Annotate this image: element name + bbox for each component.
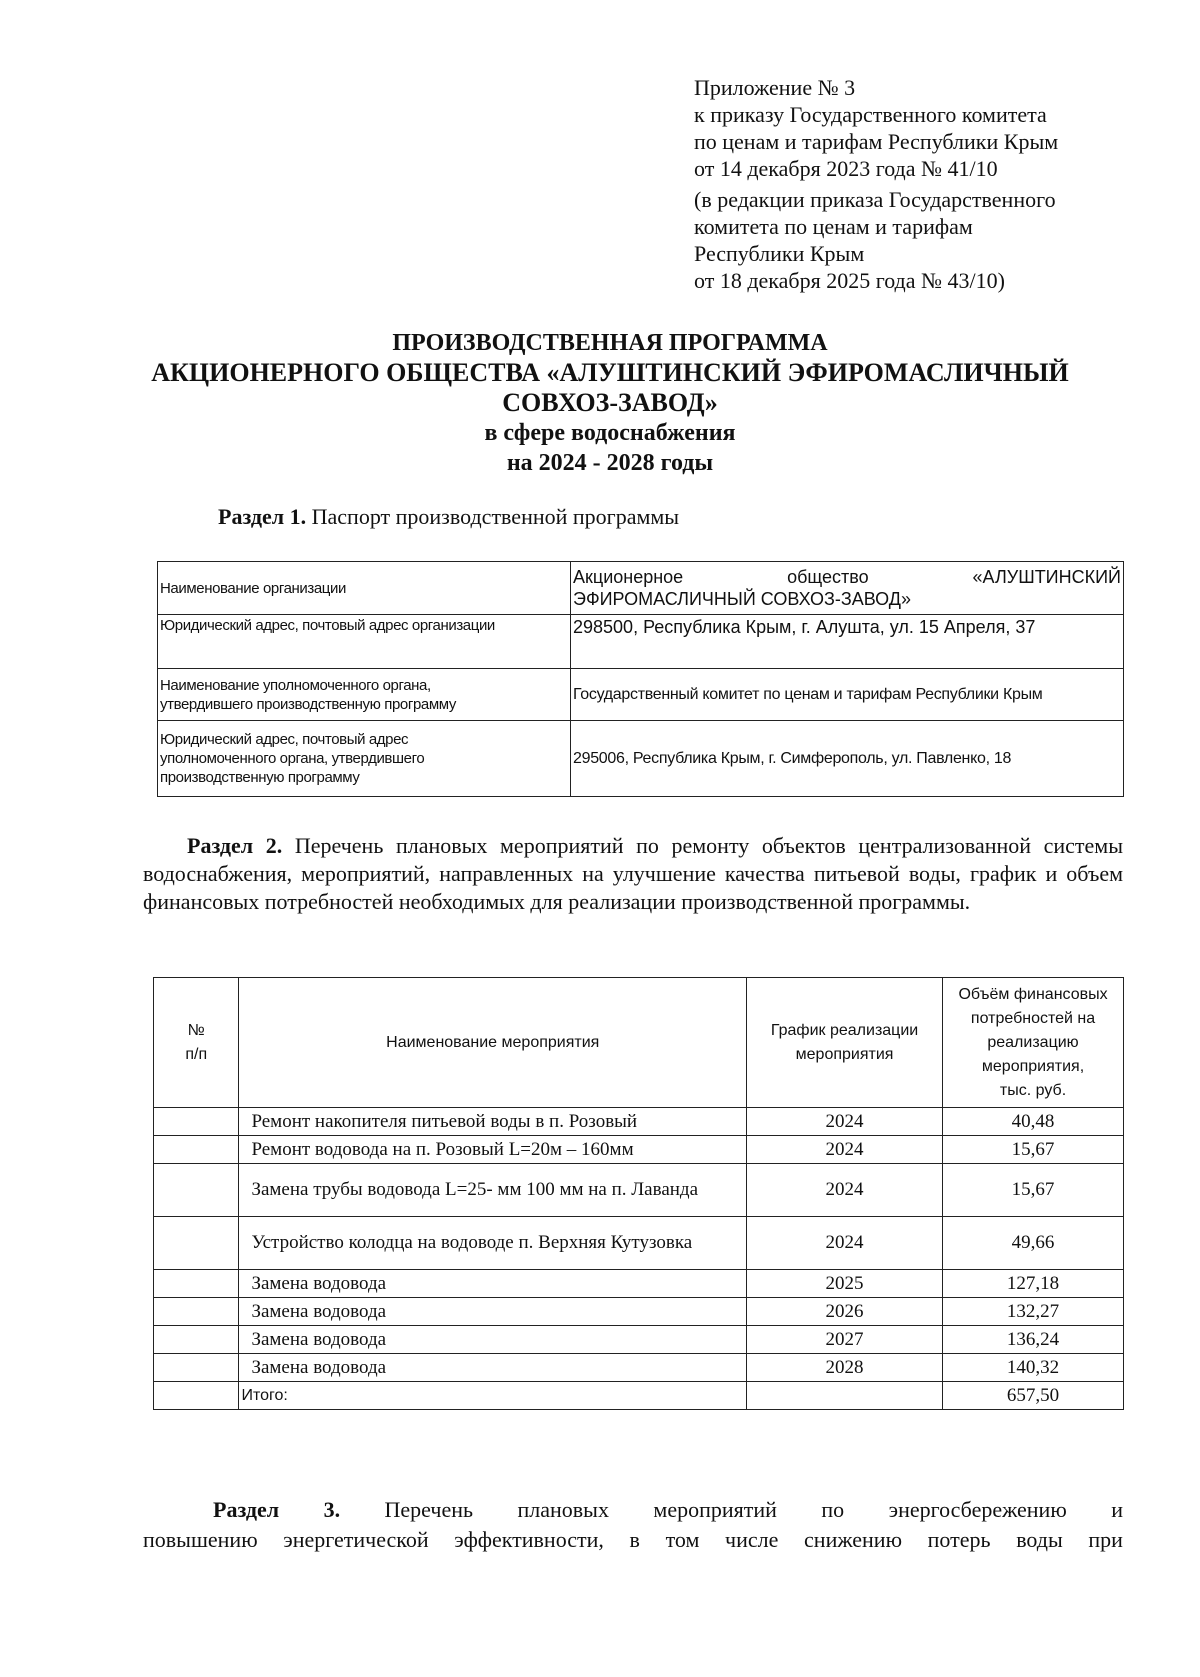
appendix-block bbox=[694, 74, 1114, 294]
cell-year: 2026 bbox=[747, 1298, 943, 1326]
cell-num bbox=[154, 1298, 239, 1326]
passport-key bbox=[158, 669, 571, 721]
appendix-line: комитета по ценам и тарифам bbox=[694, 214, 973, 239]
passport-row bbox=[158, 615, 1124, 669]
cell-name: Замена водовода bbox=[239, 1298, 747, 1326]
table-row bbox=[154, 1136, 1124, 1164]
header-line: Объём финансовых bbox=[958, 985, 1108, 1003]
header-schedule bbox=[747, 978, 943, 1108]
value-line: ЭФИРОМАСЛИЧНЫЙ СОВХОЗ-ЗАВОД» bbox=[573, 589, 911, 609]
cell-num bbox=[154, 1164, 239, 1217]
events-header-row bbox=[154, 978, 1124, 1108]
header-line: мероприятия, bbox=[981, 1057, 1085, 1075]
document-title bbox=[120, 328, 1100, 478]
section3-word: потерь bbox=[927, 1527, 991, 1552]
appendix-line: Республики Крым bbox=[694, 241, 865, 266]
section3-word: энергетической bbox=[283, 1527, 429, 1552]
table-row bbox=[154, 1354, 1124, 1382]
section1-label: Раздел 1. bbox=[218, 504, 307, 529]
passport-value: 298500, Республика Крым, г. Алушта, ул. 15 Апреля, 37 bbox=[571, 615, 1124, 669]
passport-value: 295006, Республика Крым, г. Симферополь, ул. Павленко, 18 bbox=[571, 721, 1124, 797]
cell-name: Замена водовода bbox=[239, 1354, 747, 1382]
appendix-line: к приказу Государственного комитета bbox=[694, 102, 1047, 127]
appendix-line: по ценам и тарифам Республики Крым bbox=[694, 129, 1059, 154]
section3-word: плановых bbox=[517, 1497, 609, 1522]
section3-word: при bbox=[1088, 1527, 1123, 1552]
header-num bbox=[154, 978, 239, 1108]
cell-year: 2024 bbox=[747, 1217, 943, 1270]
section2-label: Раздел 2. bbox=[187, 833, 283, 858]
title-line: на 2024 - 2028 годы bbox=[506, 450, 714, 476]
section1-heading bbox=[218, 504, 679, 530]
section3-word: Перечень bbox=[384, 1497, 474, 1522]
section3-word: воды bbox=[1016, 1527, 1063, 1552]
cell-amount: 140,32 bbox=[943, 1354, 1124, 1382]
header-line: п/п bbox=[185, 1045, 208, 1063]
passport-key: Юридический адрес, почтовый адрес организации bbox=[158, 615, 571, 669]
cell-num bbox=[154, 1270, 239, 1298]
value-word: «АЛУШТИНСКИЙ bbox=[972, 567, 1121, 587]
header-volume bbox=[943, 978, 1124, 1108]
cell-year: 2024 bbox=[747, 1164, 943, 1217]
cell-amount: 136,24 bbox=[943, 1326, 1124, 1354]
key-line: Юридический адрес, почтовый адрес bbox=[160, 731, 409, 748]
cell-year: 2024 bbox=[747, 1136, 943, 1164]
section3-word: повышению bbox=[143, 1527, 258, 1552]
cell-amount: 49,66 bbox=[943, 1217, 1124, 1270]
section3-word: энергосбережению bbox=[888, 1497, 1067, 1522]
appendix-line: Приложение № 3 bbox=[694, 75, 856, 100]
table-row bbox=[154, 1270, 1124, 1298]
cell-year bbox=[747, 1382, 943, 1410]
passport-value bbox=[571, 562, 1124, 615]
total-amount: 657,50 bbox=[943, 1382, 1124, 1410]
section3-label: Раздел bbox=[213, 1497, 280, 1522]
section3-word: том bbox=[665, 1527, 700, 1552]
value-word: общество bbox=[787, 567, 869, 587]
section3-word: в bbox=[629, 1527, 640, 1552]
section2-text: Перечень плановых мероприятий по ремонту объектов централизованной системы водоснабжения, мероприятий, направленных на улучшение качества питьевой воды, график и объем финансовых потребностей необходимых для реализации производственной программы. bbox=[143, 833, 1124, 914]
title-line: АКЦИОНЕРНОГО ОБЩЕСТВА «АЛУШТИНСКИЙ ЭФИРОМАСЛИЧНЫЙ bbox=[151, 358, 1069, 387]
cell-year: 2025 bbox=[747, 1270, 943, 1298]
title-line: СОВХОЗ-ЗАВОД» bbox=[502, 388, 718, 417]
cell-num bbox=[154, 1382, 239, 1410]
section3-word: мероприятий bbox=[653, 1497, 777, 1522]
key-line: производственную программу bbox=[160, 769, 360, 786]
passport-key bbox=[158, 721, 571, 797]
section2-paragraph bbox=[143, 832, 1123, 916]
section3-word: числе bbox=[725, 1527, 779, 1552]
section3-paragraph bbox=[143, 1495, 1123, 1555]
cell-name: Ремонт водовода на п. Розовый L=20м – 160мм bbox=[239, 1136, 747, 1164]
cell-name: Замена водовода bbox=[239, 1270, 747, 1298]
cell-year: 2024 bbox=[747, 1108, 943, 1136]
passport-table bbox=[157, 561, 1124, 797]
table-row bbox=[154, 1217, 1124, 1270]
key-line: уполномоченного органа, утвердившего bbox=[160, 750, 425, 767]
passport-row bbox=[158, 721, 1124, 797]
header-name: Наименование мероприятия bbox=[239, 978, 747, 1108]
cell-amount: 127,18 bbox=[943, 1270, 1124, 1298]
section3-word: и bbox=[1111, 1497, 1123, 1522]
section3-word: эффективности, bbox=[454, 1527, 604, 1552]
section3-line bbox=[143, 1525, 1123, 1555]
header-line: График реализации bbox=[770, 1021, 919, 1039]
cell-name: Ремонт накопителя питьевой воды в п. Розовый bbox=[239, 1108, 747, 1136]
cell-amount: 132,27 bbox=[943, 1298, 1124, 1326]
appendix-line: от 14 декабря 2023 года № 41/10 bbox=[694, 156, 998, 181]
title-line: в сфере водоснабжения bbox=[484, 420, 736, 446]
passport-row bbox=[158, 669, 1124, 721]
section3-word: 3. bbox=[323, 1497, 341, 1522]
key-line: утвердившего производственную программу bbox=[160, 695, 456, 713]
events-table bbox=[153, 977, 1124, 1410]
cell-amount: 15,67 bbox=[943, 1164, 1124, 1217]
header-line: № bbox=[187, 1021, 205, 1039]
cell-num bbox=[154, 1326, 239, 1354]
cell-name: Замена трубы водовода L=25- мм 100 мм на п. Лаванда bbox=[239, 1164, 747, 1217]
cell-amount: 15,67 bbox=[943, 1136, 1124, 1164]
title-line: ПРОИЗВОДСТВЕННАЯ ПРОГРАММА bbox=[392, 330, 828, 356]
cell-amount: 40,48 bbox=[943, 1108, 1124, 1136]
passport-row bbox=[158, 562, 1124, 615]
section3-word: по bbox=[821, 1497, 845, 1522]
cell-num bbox=[154, 1354, 239, 1382]
passport-value: Государственный комитет по ценам и тарифам Республики Крым bbox=[571, 669, 1124, 721]
cell-num bbox=[154, 1217, 239, 1270]
cell-num bbox=[154, 1136, 239, 1164]
header-line: потребностей на bbox=[970, 1009, 1096, 1027]
cell-year: 2028 bbox=[747, 1354, 943, 1382]
value-word: Акционерное bbox=[573, 567, 684, 587]
section3-word: снижению bbox=[804, 1527, 902, 1552]
cell-name: Устройство колодца на водоводе п. Верхняя Кутузовка bbox=[239, 1217, 747, 1270]
cell-year: 2027 bbox=[747, 1326, 943, 1354]
header-line: тыс. руб. bbox=[999, 1081, 1067, 1099]
appendix-line: от 18 декабря 2025 года № 43/10) bbox=[694, 268, 1005, 293]
table-row bbox=[154, 1298, 1124, 1326]
table-row bbox=[154, 1164, 1124, 1217]
total-row bbox=[154, 1382, 1124, 1410]
section3-line bbox=[143, 1495, 1123, 1525]
table-row bbox=[154, 1326, 1124, 1354]
cell-name: Замена водовода bbox=[239, 1326, 747, 1354]
section1-title: Паспорт производственной программы bbox=[311, 504, 680, 529]
passport-key: Наименование организации bbox=[158, 562, 571, 615]
header-line: мероприятия bbox=[795, 1045, 894, 1063]
cell-num bbox=[154, 1108, 239, 1136]
total-label: Итого: bbox=[239, 1382, 747, 1410]
appendix-line: (в редакции приказа Государственного bbox=[694, 187, 1056, 212]
table-row bbox=[154, 1108, 1124, 1136]
key-line: Наименование уполномоченного органа, bbox=[160, 676, 431, 694]
header-line: реализацию bbox=[987, 1033, 1079, 1051]
